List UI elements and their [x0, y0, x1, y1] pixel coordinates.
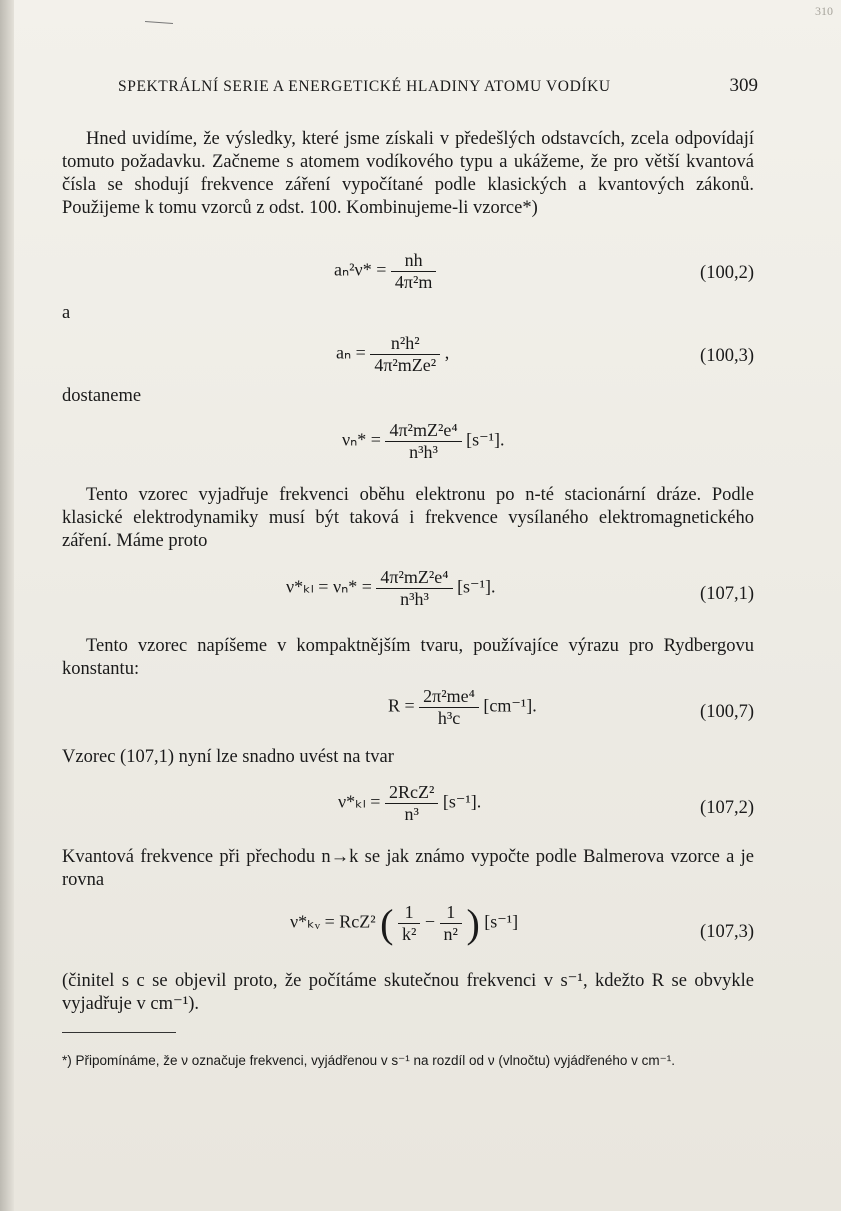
eq6-fraction	[385, 782, 438, 825]
equation-100-2	[334, 250, 436, 293]
eq5-numerator: 2π²me⁴	[423, 686, 475, 706]
footnote: *) Připomínáme, že ν označuje frekvenci, vyjádřenou v s⁻¹ na rozdíl od ν (vlnočtu) vyjádřeného v cm⁻¹.	[62, 1053, 676, 1068]
equation-107-3	[290, 900, 518, 947]
eq4-label: (107,1)	[700, 584, 754, 604]
eq5-fraction	[419, 686, 479, 729]
eq7-left-paren: (	[380, 901, 394, 946]
page-number: 309	[729, 75, 758, 96]
eq2-denominator: 4π²mZe²	[370, 354, 440, 376]
eq2-numerator: n²h²	[390, 333, 420, 353]
eq6-label: (107,2)	[700, 798, 754, 818]
eq7-unit: [s⁻¹]	[484, 911, 519, 932]
eq1-fraction	[391, 250, 437, 293]
eq4-denominator: n³h³	[376, 588, 452, 610]
word-a: a	[62, 303, 71, 323]
eq1-numerator: nh	[404, 250, 423, 270]
eq4-unit: [s⁻¹].	[457, 576, 496, 597]
eq6-denominator: n³	[385, 803, 438, 825]
eq5-lhs: R =	[388, 695, 415, 716]
eq2-lhs: aₙ =	[336, 342, 366, 363]
eq2-label: (100,3)	[700, 346, 754, 366]
eq6-lhs: ν*ₖₗ =	[338, 791, 381, 812]
eq7-fraction-1	[398, 902, 420, 945]
eq1-lhs: aₙ²ν* =	[334, 259, 387, 280]
eq5-label: (100,7)	[700, 702, 754, 722]
eq7-right-paren: )	[466, 901, 480, 946]
eq7-label: (107,3)	[700, 922, 754, 942]
chapter-title: SPEKTRÁLNÍ SERIE A ENERGETICKÉ HLADINY ATOMU VODÍKU	[118, 78, 611, 95]
eq4-fraction	[376, 567, 452, 610]
word-dostaneme: dostaneme	[62, 386, 142, 406]
paragraph-balmer: Kvantová frekvence při přechodu n→k se jak známo vypočte podle Balmerova vzorce a je rovna	[62, 847, 754, 890]
eq7-denominator-2: n²	[440, 923, 462, 945]
eq5-unit: [cm⁻¹].	[483, 695, 537, 716]
eq7-denominator-1: k²	[398, 923, 420, 945]
paragraph-intro: Hned uvidíme, že výsledky, které jsme získali v předešlých odstavcích, zcela odpovídají tomuto požadavku. Začneme s atomem vodíkového typu a ukážeme, že pro větší kvantová čísla se shodují frekvence záření vypočítané podle klasických a kvantových zákonů. Použijeme k tomu vzorců z odst. 100. Kombinujeme-li vzorce*)	[62, 129, 754, 218]
eq7-lhs: ν*ₖᵥ = RcZ²	[290, 911, 376, 932]
eq4-lhs: ν*ₖₗ = νₙ* =	[286, 576, 372, 597]
pencil-mark	[145, 21, 173, 24]
eq3-unit: [s⁻¹].	[466, 429, 505, 450]
eq1-denominator: 4π²m	[391, 271, 437, 293]
eq7-fraction-2	[440, 902, 462, 945]
corner-note: 310	[815, 4, 833, 18]
eq6-unit: [s⁻¹].	[442, 791, 482, 812]
equation-107-2	[338, 782, 481, 825]
eq7-numerator-2: 1	[446, 902, 456, 922]
eq6-numerator: 2RcZ²	[388, 782, 435, 802]
equation-107-1	[286, 567, 495, 610]
equation-100-7	[388, 686, 537, 729]
eq3-denominator: n³h³	[385, 441, 461, 463]
eq4-numerator: 4π²mZ²e⁴	[380, 567, 449, 587]
paragraph-vzorec: Vzorec (107,1) nyní lze snadno uvést na tvar	[62, 747, 394, 767]
eq1-label: (100,2)	[700, 263, 754, 283]
page-gutter-shadow	[0, 0, 14, 1211]
eq2-fraction	[370, 333, 440, 376]
eq3-lhs: νₙ* =	[342, 429, 381, 450]
paragraph-note: (činitel s c se objevil proto, že počítáme skutečnou frekvenci v s⁻¹, kdežto R se obvykle vyjadřuje v cm⁻¹).	[62, 971, 754, 1014]
eq2-comma: ,	[444, 342, 450, 363]
equation-100-3	[336, 333, 449, 376]
eq7-numerator-1: 1	[404, 902, 414, 922]
eq3-fraction	[385, 420, 461, 463]
eq5-denominator: h³c	[419, 707, 479, 729]
equation-nu-n	[342, 420, 505, 463]
paragraph-rydberg: Tento vzorec napíšeme v kompaktnějším tvaru, používajíce výrazu pro Rydbergovu konstantu:	[62, 636, 754, 679]
eq3-numerator: 4π²mZ²e⁴	[389, 420, 458, 440]
footnote-rule	[62, 1032, 176, 1033]
paragraph-orbit: Tento vzorec vyjadřuje frekvenci oběhu elektronu po n-té stacionární dráze. Podle klasické elektrodynamiky musí být taková i frekvence vysílaného elektromagnetického záření. Máme proto	[62, 485, 754, 551]
eq7-minus: −	[424, 911, 436, 932]
